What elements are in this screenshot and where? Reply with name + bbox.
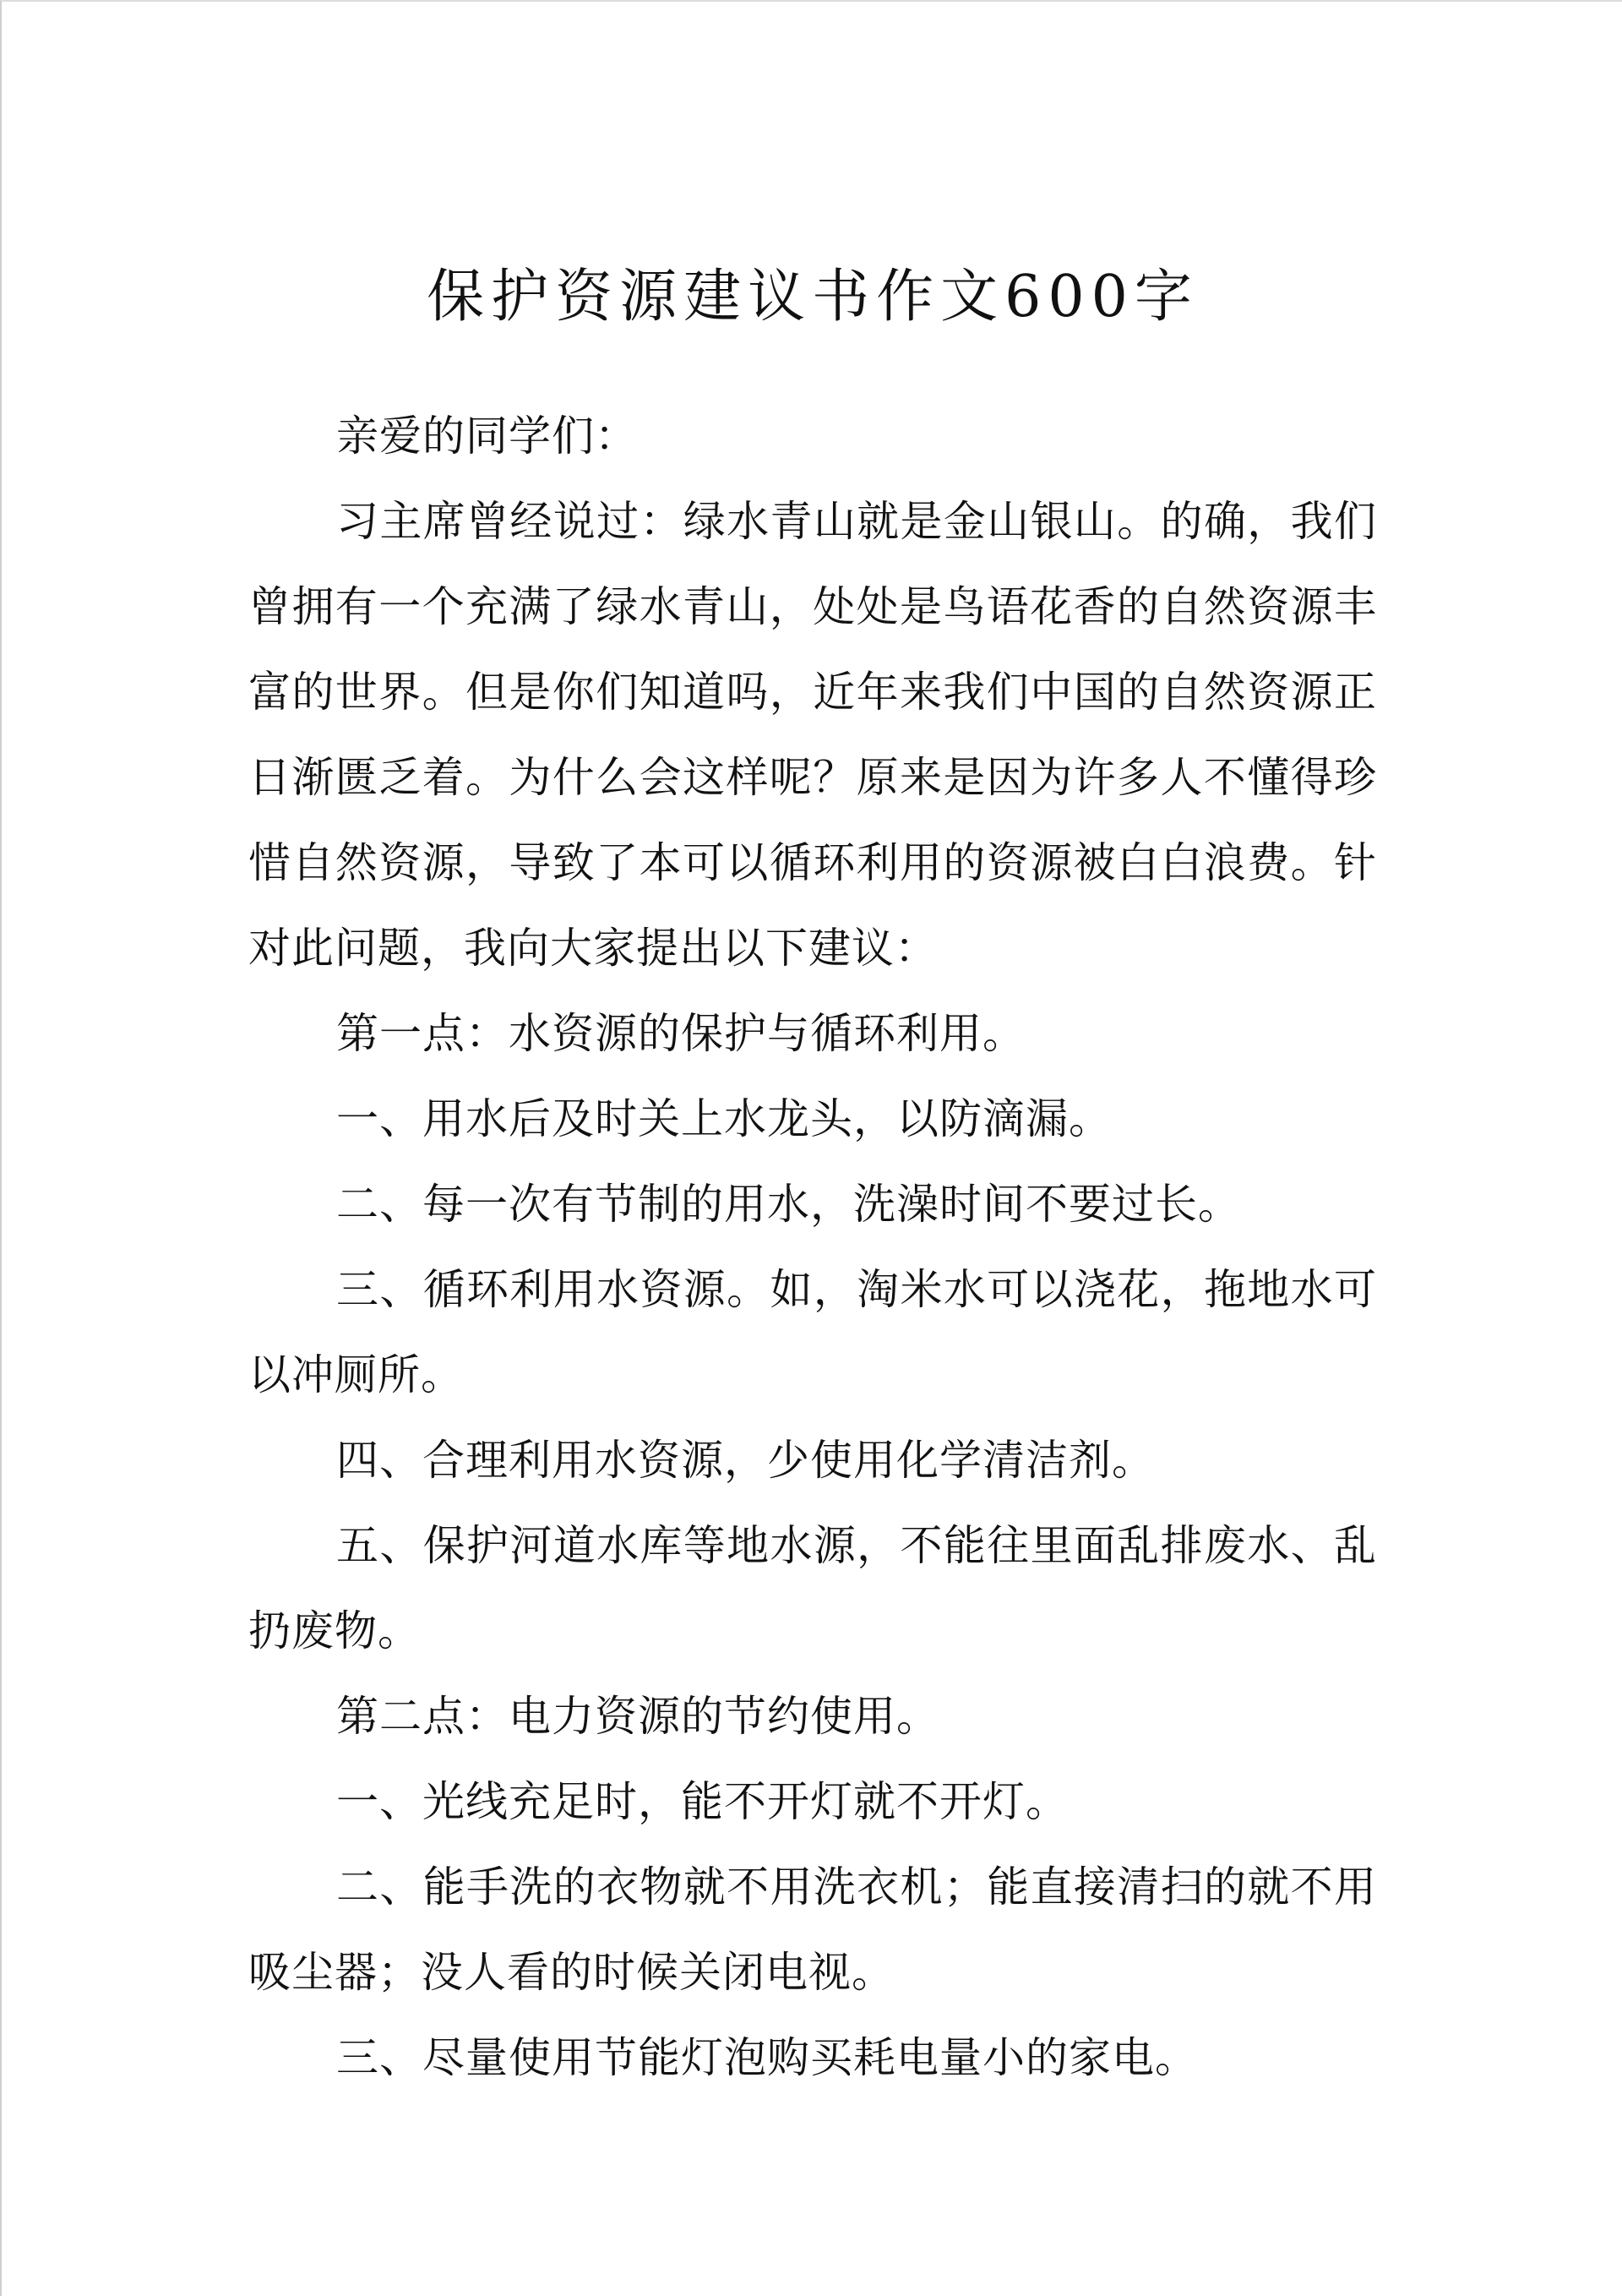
paragraph-electricity-item-1: 一、光线充足时，能不开灯就不开灯。 (336, 1777, 1069, 1826)
paragraph-greeting: 亲爱的同学们： (336, 412, 638, 461)
paragraph-electricity-item-2: 二、能手洗的衣物就不用洗衣机；能直接清扫的就不用吸尘器；没人看的时候关闭电视。 (248, 1862, 1377, 1997)
paragraph-water-item-3: 三、循环利用水资源。如，淘米水可以浇花，拖地水可以冲厕所。 (248, 1265, 1377, 1399)
paragraph-section-electricity: 第二点：电力资源的节约使用。 (336, 1692, 939, 1741)
document-title: 保护资源建议书作文600字 (427, 264, 1199, 330)
paragraph-intro: 习主席曾经说过：绿水青山就是金山银山。的确，我们曾拥有一个充满了绿水青山，处处是鸟语花香的自然资源丰富的世界。但是你们知道吗，近年来我们中国的自然资源正日渐匮乏着。为什么会这样呢？原来是因为许多人不懂得珍惜自然资源，导致了本可以循环利用的资源被白白浪费。针对此问题，我向大家提出以下建议： (248, 497, 1377, 973)
paragraph-electricity-item-3: 三、尽量使用节能灯泡购买耗电量小的家电。 (336, 2033, 1198, 2082)
document-body (248, 394, 1377, 2101)
paragraph-section-water: 第一点：水资源的保护与循环利用。 (336, 1009, 1026, 1058)
paragraph-water-item-5: 五、保护河道水库等地水源，不能往里面乱排废水、乱扔废物。 (248, 1521, 1377, 1655)
paragraph-water-item-1: 一、用水后及时关上水龙头，以防滴漏。 (336, 1094, 1112, 1143)
paragraph-water-item-4: 四、合理利用水资源，少使用化学清洁剂。 (336, 1436, 1155, 1485)
paragraph-water-item-2: 二、每一次有节制的用水，洗澡时间不要过长。 (336, 1180, 1241, 1229)
